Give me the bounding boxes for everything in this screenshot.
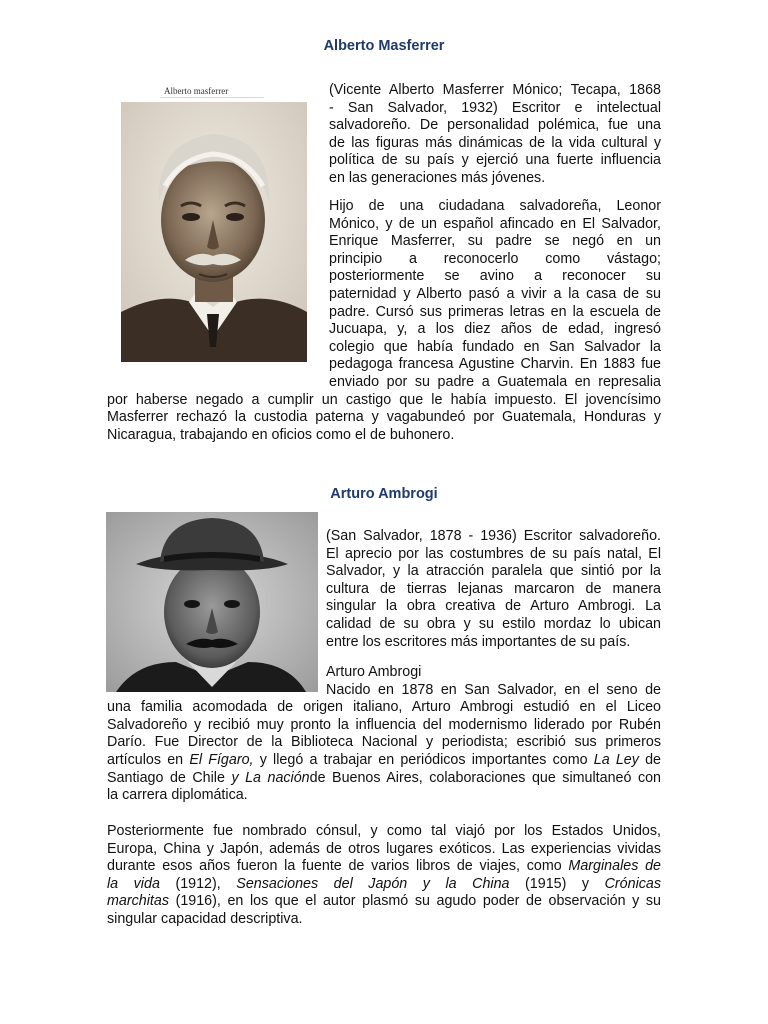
text-line: pedagoga francesa Agustine Charvin. En 1883 fue xyxy=(329,356,661,373)
section-title-masferrer: Alberto Masferrer xyxy=(323,38,445,54)
text-line: Salvadoreño y recibió muy pronto la influencia del modernismo liderado por Rubén xyxy=(107,716,661,733)
ambrogi-bio-1 xyxy=(107,699,661,805)
text-line: Salvador, y la atracción paralela que sintió por la xyxy=(326,563,661,580)
text-line: Nicaragua, trabajando en oficios como el de buhonero. xyxy=(107,426,455,443)
italic-title: La Ley xyxy=(593,751,639,768)
text-line: posteriormente se avino a reconocer su xyxy=(329,268,661,285)
italic-title: Crónicas xyxy=(604,875,662,892)
masferrer-intro xyxy=(329,82,661,188)
text-line: Mónico, y de un español afincado en El Salvador, xyxy=(329,215,661,232)
caption-rule xyxy=(160,97,264,98)
text-line: padre. Cursó sus primeras letras en la escuela de xyxy=(329,303,661,320)
text-line: (Vicente Alberto Masferrer Mónico; Tecapa, 1868 xyxy=(329,82,661,98)
text-line: artículos en El Fígaro, y llegó a trabajar en periódicos importantes como La Ley de xyxy=(107,751,661,768)
text-line: cultura de tierras lejanas marcaron de manera xyxy=(326,580,661,597)
text-line: Jucuapa, y, a los diez años de edad, ingresó xyxy=(329,321,661,338)
text-line: Europa, China y Japón, además de otros lugares exóticos. Las experiencias vividas xyxy=(107,840,661,857)
text-line: entre los escritores más importantes de su país. xyxy=(326,633,631,650)
portrait-photo-sepia-icon xyxy=(121,102,307,362)
ambrogi-bio-right xyxy=(326,682,661,700)
text-line: singular la obra creativa de Arturo Ambrogi. La xyxy=(326,598,661,615)
text-line: paternidad y Alberto pasó a vivir a la casa de su xyxy=(329,285,661,302)
text-line: por haberse negado a cumplir un castigo que le había impuesto. El jovencísimo xyxy=(107,391,661,408)
text-line: durante esos años fueron la fuente de varios libros de viajes, como Marginales de xyxy=(107,858,661,875)
italic-title: Marginales de xyxy=(568,858,661,875)
section-title-ambrogi: Arturo Ambrogi xyxy=(330,486,438,502)
text-line: política de su país y ejerció una fuerte influencia xyxy=(329,152,661,169)
masferrer-bio-right xyxy=(329,198,661,392)
text-line: Arturo Ambrogi xyxy=(326,664,422,680)
text-line: enviado por su padre a Guatemala en represalia xyxy=(329,373,661,390)
text-line: Hijo de una ciudadana salvadoreña, Leonor xyxy=(329,198,661,214)
text-line: Nacido en 1878 en San Salvador, en el seno de xyxy=(326,681,661,698)
photo-caption: Alberto masferrer xyxy=(164,86,229,96)
portrait-photo-bw-hat-icon xyxy=(106,512,318,692)
text-line: El aprecio por las costumbres de su país natal, El xyxy=(326,545,661,562)
italic-title: El Fígaro, xyxy=(189,751,254,768)
masferrer-bio-full xyxy=(107,392,661,445)
text-line: salvadoreño. De personalidad polémica, fue una xyxy=(329,117,661,134)
text-line: principio a reconocerlo como vástago; xyxy=(329,250,661,267)
masferrer-portrait xyxy=(121,102,307,362)
text-line: marchitas (1916), en los que el autor plasmó su agudo poder de observación y su xyxy=(107,893,661,910)
text-line: singular capacidad descriptiva. xyxy=(107,910,303,927)
text-line: Masferrer rechazó la custodia paterna y vagabundeó por Guatemala, Honduras y xyxy=(107,409,661,426)
ambrogi-subheading xyxy=(326,664,661,682)
text-line: en las generaciones más jóvenes. xyxy=(329,169,546,186)
text-line: de las figuras más dinámicas de la vida cultural y xyxy=(329,134,661,151)
text-line: Darío. Fue Director de la Biblioteca Nacional y periodista; escribió sus primeros xyxy=(107,734,661,751)
text-line: - San Salvador, 1932) Escritor e intelectual xyxy=(329,99,661,116)
text-line: una familia acomodada de origen italiano, Arturo Ambrogi estudió en el Liceo xyxy=(107,699,661,716)
text-line: calidad de su obra y su estilo mordaz lo ubican xyxy=(326,615,661,632)
italic-title: marchitas xyxy=(107,893,169,910)
text-line: Enrique Masferrer, su padre se negó en un xyxy=(329,233,661,250)
text-line: la vida (1912), Sensaciones del Japón y la China (1915) y Crónicas xyxy=(107,875,662,892)
text-line: la carrera diplomática. xyxy=(107,787,248,804)
text-line: Posteriormente fue nombrado cónsul, y como tal viajó por los Estados Unidos, xyxy=(107,823,661,839)
italic-title: y La nación xyxy=(231,769,310,786)
italic-title: la vida xyxy=(107,875,160,892)
italic-title: Sensaciones del Japón y la China xyxy=(236,875,510,892)
ambrogi-portrait xyxy=(106,512,318,692)
text-line: (San Salvador, 1878 - 1936) Escritor salvadoreño. xyxy=(326,528,661,544)
text-line: Santiago de Chile y La naciónde Buenos Aires, colaboraciones que simultaneó con xyxy=(107,769,661,786)
text-line: colegio que había fundado en San Salvador la xyxy=(329,338,661,355)
ambrogi-bio-2 xyxy=(107,823,661,929)
ambrogi-intro xyxy=(326,528,661,651)
